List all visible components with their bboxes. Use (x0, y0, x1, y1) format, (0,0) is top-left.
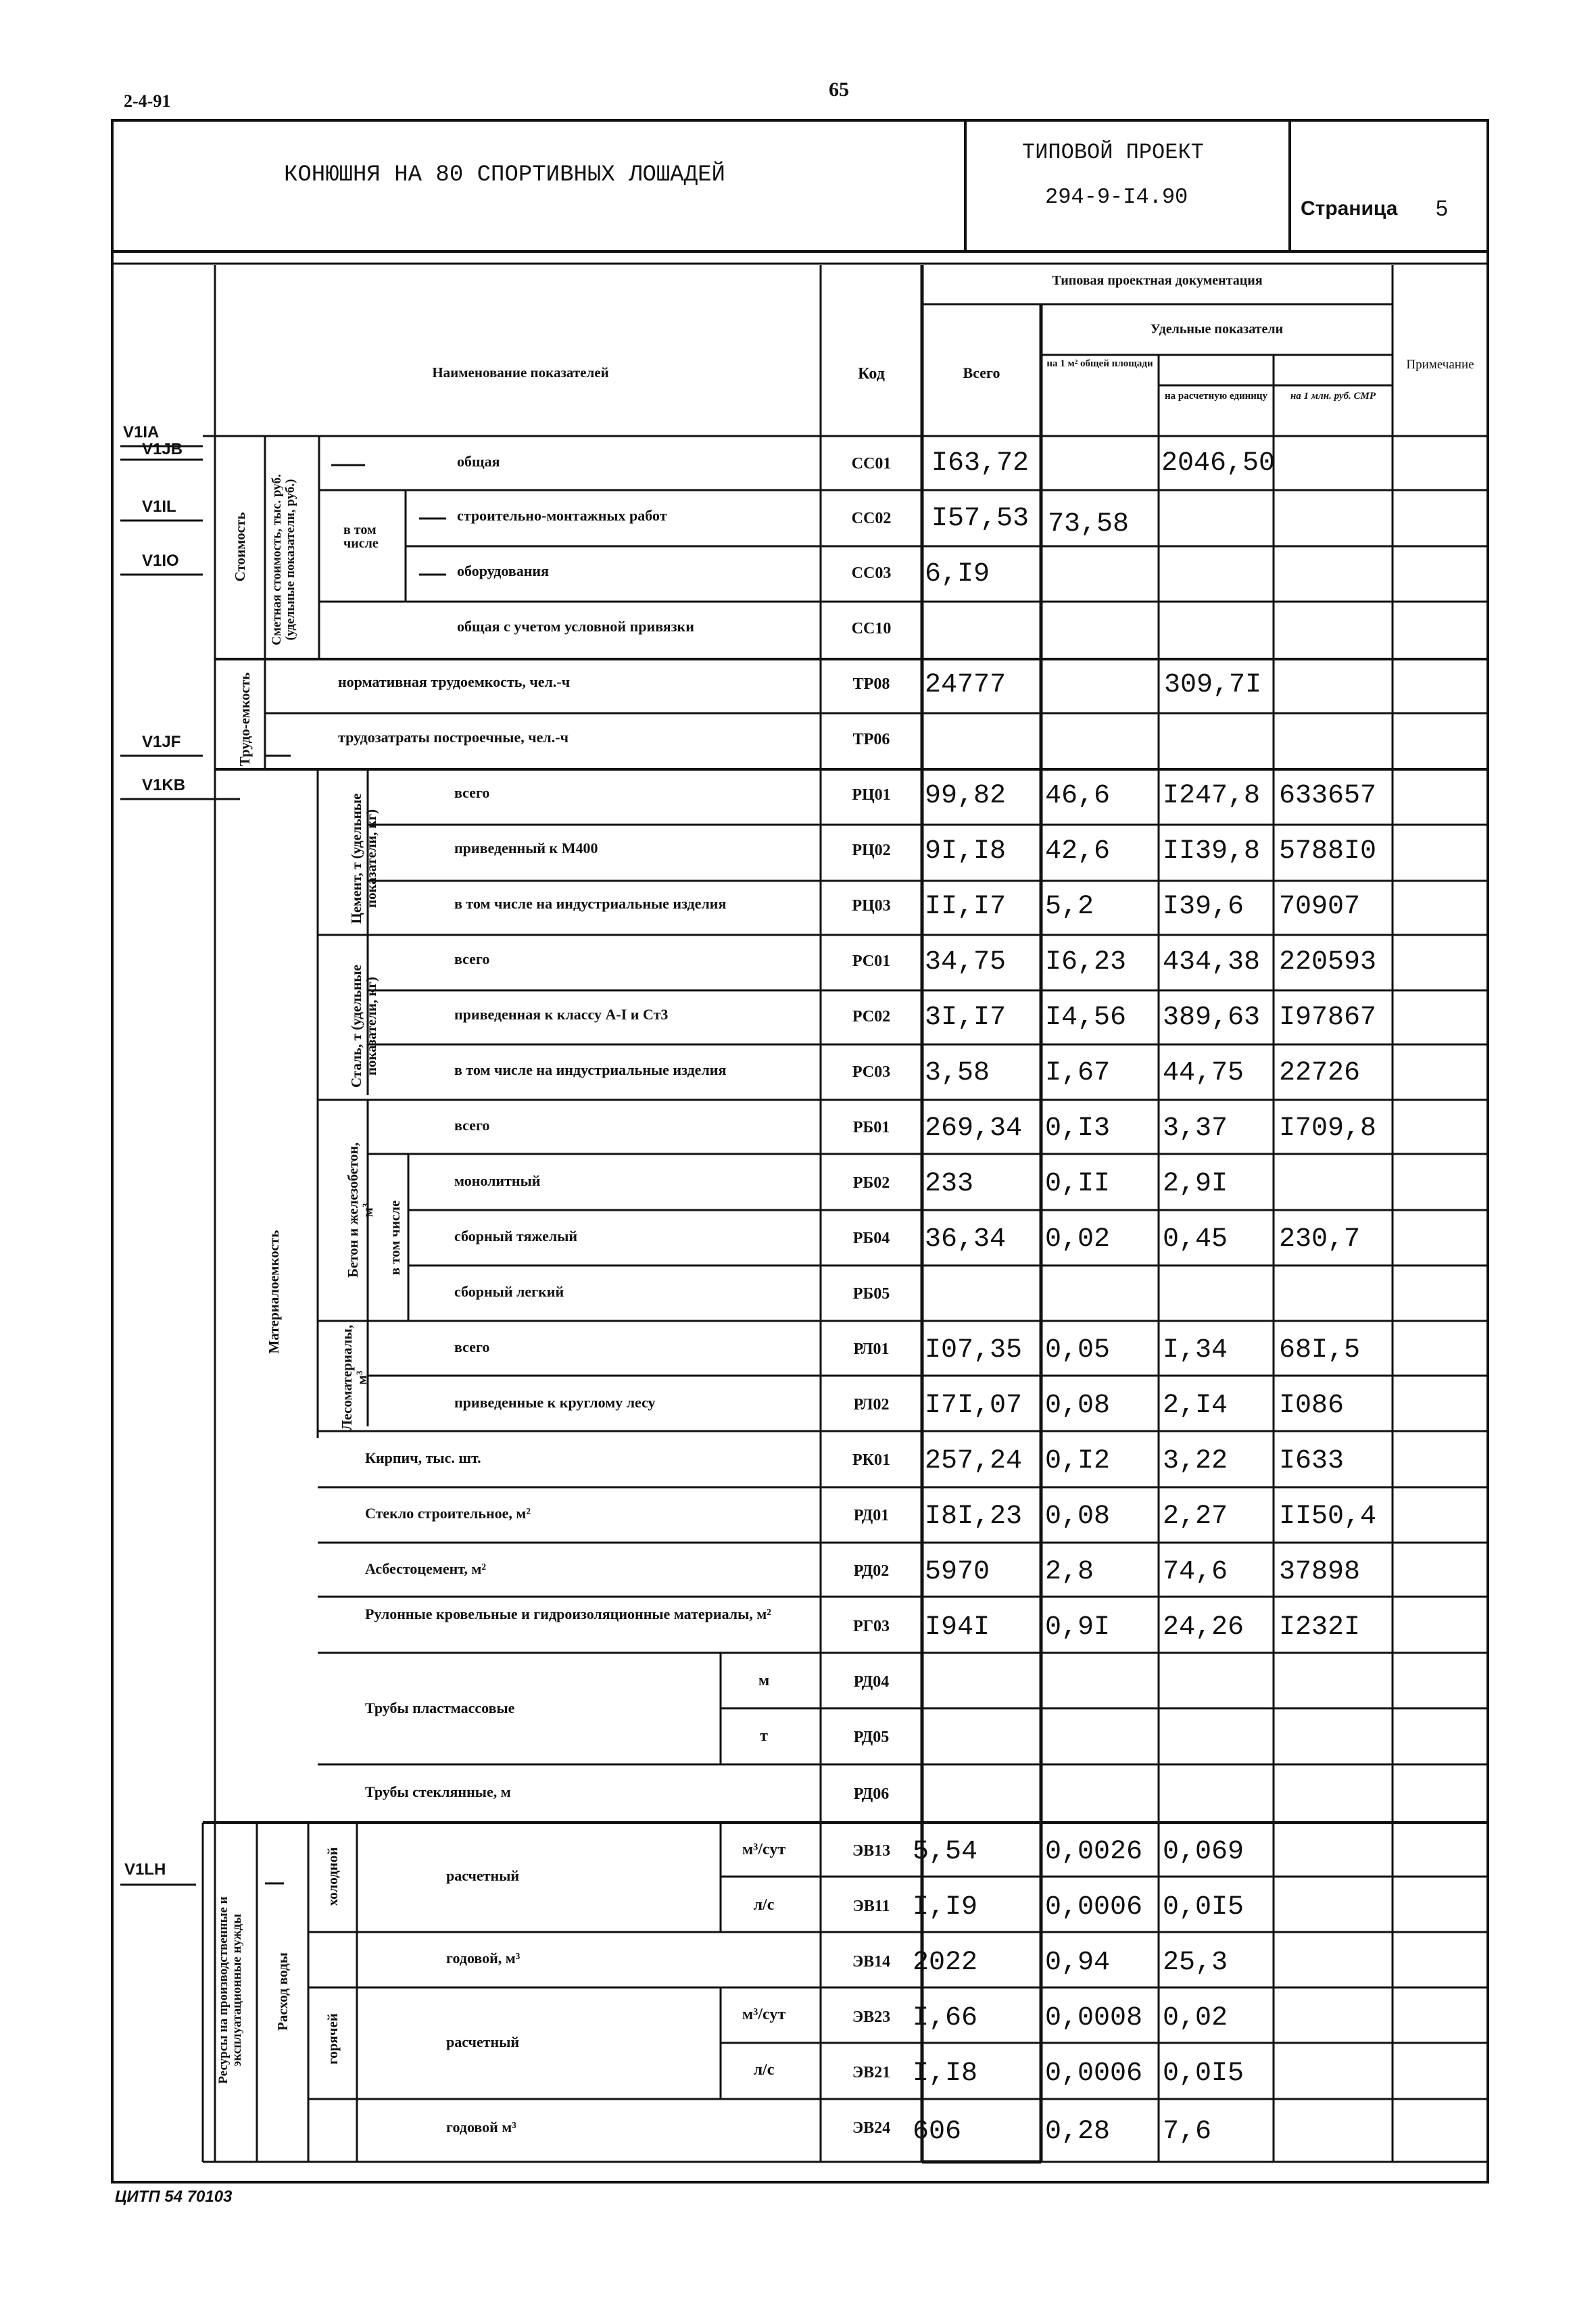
row-code: РЦ03 (852, 897, 891, 915)
cell-total: 99,82 (925, 781, 1007, 811)
cell-per-unit: 7,6 (1163, 2117, 1212, 2147)
cell-total: II,I7 (925, 892, 1007, 922)
cell-per-mln: I633 (1279, 1446, 1345, 1476)
header-total: Всего (963, 364, 1000, 381)
row-code: ТР06 (852, 731, 890, 748)
row-code: СС01 (851, 455, 892, 473)
cell-per-mln: I086 (1279, 1391, 1345, 1421)
cell-per-mln: 220593 (1279, 947, 1377, 978)
row-unit: м³/сут (742, 1841, 786, 1858)
header-per-m2: на 1 м² общей площади (1046, 358, 1153, 369)
cell-per-unit: 389,63 (1163, 1003, 1261, 1033)
group-cost: Стоимость (231, 512, 248, 582)
row-code: РБ01 (852, 1119, 890, 1136)
cell-total: 9I,I8 (925, 836, 1007, 867)
cell-per-mln: I97867 (1279, 1003, 1377, 1033)
row-name: расчетный (446, 1867, 520, 1884)
page-label: Страница (1301, 197, 1398, 220)
row-name: оборудования (457, 562, 549, 579)
cell-total: I,66 (913, 2003, 978, 2033)
footer-code: ЦИТП 54 70103 (115, 2188, 233, 2206)
row-code: РБ05 (852, 1285, 890, 1303)
side-mark: V1JF (142, 733, 181, 751)
row-name: всего (454, 950, 490, 967)
row-name: нормативная трудоемкость, чел.-ч (338, 673, 571, 690)
cell-total: 5,54 (913, 1837, 978, 1867)
cell-per-m2: I,67 (1045, 1058, 1111, 1088)
row-unit: т (760, 1727, 768, 1745)
row-code: РД02 (853, 1562, 890, 1580)
cell-per-m2: 0,I2 (1045, 1446, 1111, 1476)
cell-total: 606 (913, 2117, 962, 2147)
cell-total: 6,I9 (925, 559, 990, 589)
cell-per-m2: 0,0006 (1045, 1892, 1143, 1923)
page-number: 65 (829, 78, 849, 101)
cell-per-unit: I,34 (1163, 1335, 1228, 1366)
cell-per-unit: 25,3 (1163, 1948, 1228, 1978)
group-hot: горячей (324, 2013, 341, 2065)
row-code: РС03 (852, 1063, 891, 1081)
group-cold: холодной (324, 1847, 341, 1906)
cell-per-m2: I6,23 (1045, 947, 1127, 978)
row-name: всего (454, 1117, 490, 1134)
row-code: РБ02 (852, 1174, 890, 1192)
row-code: РС01 (852, 952, 891, 970)
page-value: 5 (1436, 196, 1448, 220)
cell-per-mln: 230,7 (1279, 1224, 1361, 1255)
row-name: в том числе на индустриальные изделия (454, 1061, 727, 1078)
cell-total: I63,72 (932, 448, 1030, 479)
cell-per-unit: 309,7I (1164, 670, 1262, 700)
cell-per-unit: 2,I4 (1163, 1391, 1228, 1421)
row-name: строительно-монтажных работ (457, 507, 667, 524)
cell-per-m2: 0,0008 (1045, 2003, 1143, 2033)
row-code: СС02 (851, 510, 892, 527)
cell-per-mln: II50,4 (1279, 1501, 1377, 1532)
cell-per-mln: I232I (1279, 1612, 1361, 1643)
cell-per-m2: 0,05 (1045, 1335, 1111, 1366)
cell-per-unit: 3,22 (1163, 1446, 1228, 1476)
row-code: СС10 (851, 620, 892, 637)
group-cost-sub: Сметная стоимость, тыс. руб. (удельные показатели, руб.) (270, 474, 297, 646)
row-code: ЭВ21 (852, 2064, 891, 2081)
row-code: РЦ01 (852, 786, 891, 804)
side-mark: V1IL (142, 498, 176, 516)
row-name: сборный тяжелый (454, 1228, 578, 1245)
cell-per-unit: 0,0I5 (1163, 1892, 1244, 1923)
cell-per-m2: 0,0026 (1045, 1837, 1143, 1867)
cell-per-mln: 70907 (1279, 892, 1361, 922)
cell-per-unit: 434,38 (1163, 947, 1261, 978)
cell-total: 36,34 (925, 1224, 1007, 1255)
row-name: всего (454, 1338, 490, 1355)
side-mark: V1KB (142, 776, 186, 794)
row-code: СС03 (851, 564, 892, 582)
row-name: трудозатраты построечные, чел.-ч (338, 729, 569, 746)
row-name: общая с учетом условной привязки (457, 618, 694, 635)
cell-per-m2: 0,08 (1045, 1391, 1111, 1421)
cell-total: I57,53 (932, 504, 1030, 534)
row-code: РД01 (853, 1507, 890, 1524)
row-name: приведенные к круглому лесу (454, 1394, 656, 1411)
group-resources: Ресурсы на производственные и эксплуатационные нужды (216, 1896, 244, 2084)
row-code: ЭВ14 (852, 1953, 891, 1971)
row-unit: л/с (753, 1896, 775, 1914)
cell-per-unit: 24,26 (1163, 1612, 1244, 1643)
row-name: годовой м³ (446, 2119, 516, 2136)
row-name: общая (457, 453, 500, 470)
header-name: Наименование показателей (432, 364, 609, 381)
row-name: приведенная к классу А-I и Ст3 (454, 1006, 669, 1023)
header-note: Примечание (1406, 358, 1474, 372)
cell-total: 233 (925, 1169, 974, 1199)
row-name: всего (454, 784, 490, 801)
cell-total: I,I8 (913, 2058, 978, 2089)
cell-total: I,I9 (913, 1892, 978, 1923)
cell-per-unit: 0,02 (1163, 2003, 1228, 2033)
cell-total: I07,35 (925, 1335, 1023, 1366)
cell-per-m2: 0,02 (1045, 1224, 1111, 1255)
row-code: РБ04 (852, 1230, 890, 1247)
row-code: РГ03 (853, 1618, 890, 1635)
cell-total: I94I (925, 1612, 990, 1643)
object-name: КОНЮШНЯ НА 80 СПОРТИВНЫХ ЛОШАДЕЙ (284, 162, 725, 188)
cell-per-unit: I247,8 (1163, 781, 1261, 811)
row-code: РД06 (853, 1785, 890, 1803)
top-left-code: 2-4-91 (124, 91, 171, 111)
row-name: Кирпич, тыс. шт. (365, 1449, 481, 1466)
side-mark: V1LH (124, 1860, 166, 1879)
cell-per-unit: 0,45 (1163, 1224, 1228, 1255)
row-unit: м³/сут (742, 2006, 786, 2023)
cell-total: 24777 (925, 670, 1007, 700)
cell-per-unit: 2,27 (1163, 1501, 1228, 1532)
row-code: РЦ02 (852, 842, 891, 859)
row-code: РЛ02 (853, 1396, 890, 1414)
group-labor: Трудо-емкость (237, 672, 253, 767)
side-mark: V1JB (142, 440, 183, 458)
cell-per-unit: 2046,50 (1161, 448, 1276, 479)
cell-total: 3,58 (925, 1058, 990, 1088)
group-water: Расход воды (274, 1952, 291, 2031)
row-code: ЭВ23 (852, 2008, 891, 2026)
cell-per-m2: 5,2 (1045, 892, 1094, 922)
row-code: РК01 (852, 1451, 891, 1469)
row-code: ЭВ13 (852, 1842, 891, 1860)
cell-total: I7I,07 (925, 1391, 1023, 1421)
cell-per-mln: I709,8 (1279, 1113, 1377, 1144)
project-label: ТИПОВОЙ ПРОЕКТ (1022, 140, 1204, 165)
cell-per-unit: 0,0I5 (1163, 2058, 1244, 2089)
cell-per-m2: 2,8 (1045, 1557, 1094, 1587)
cell-per-unit: I39,6 (1163, 892, 1244, 922)
cell-per-m2: 0,II (1045, 1169, 1111, 1199)
cell-per-m2: 46,6 (1045, 781, 1111, 811)
row-code: РД05 (853, 1729, 890, 1746)
row-name: расчетный (446, 2033, 520, 2050)
cell-per-unit: 2,9I (1163, 1169, 1228, 1199)
group-materials: Материалоемкость (265, 1230, 282, 1354)
cell-per-unit: II39,8 (1163, 836, 1261, 867)
row-name: монолитный (454, 1172, 541, 1189)
row-name: годовой, м³ (446, 1950, 521, 1967)
row-unit: л/с (753, 2061, 775, 2079)
cell-total: 2022 (913, 1948, 978, 1978)
row-name: Трубы пластмассовые (365, 1699, 515, 1716)
group-cement: Цемент, т (удельные показатели, кг) (348, 793, 380, 924)
cell-per-m2: 73,58 (1048, 509, 1130, 539)
cell-per-m2: I4,56 (1045, 1003, 1127, 1033)
side-mark: V1IA (123, 423, 160, 441)
cell-per-mln: 22726 (1279, 1058, 1361, 1088)
row-code: ЭВ24 (852, 2119, 891, 2137)
row-name: Рулонные кровельные и гидроизоляционные материалы, м² (365, 1606, 771, 1622)
cell-per-unit: 0,069 (1163, 1837, 1244, 1867)
row-code: ЭВ11 (852, 1898, 890, 1915)
row-name: сборный легкий (454, 1283, 564, 1300)
cell-per-mln: 68I,5 (1279, 1335, 1361, 1366)
cell-per-mln: 37898 (1279, 1557, 1361, 1587)
row-unit: м (758, 1672, 770, 1689)
header-typical-docs: Типовая проектная документация (1052, 273, 1263, 288)
cell-per-m2: 0,I3 (1045, 1113, 1111, 1144)
header-code: Код (858, 365, 885, 383)
row-name: приведенный к М400 (454, 840, 598, 857)
cell-per-m2: 0,08 (1045, 1501, 1111, 1532)
row-code: РЛ01 (853, 1341, 890, 1358)
row-code: РД04 (853, 1673, 890, 1691)
row-name: Стекло строительное, м² (365, 1505, 531, 1522)
cell-total: I8I,23 (925, 1501, 1023, 1532)
cell-per-mln: 633657 (1279, 781, 1377, 811)
cell-per-mln: 5788I0 (1279, 836, 1377, 867)
cell-per-m2: 42,6 (1045, 836, 1111, 867)
header-unit-indicators: Удельные показатели (1150, 322, 1284, 337)
group-concrete: Бетон и железобетон, м³ (345, 1142, 377, 1278)
group-incl: в том числе (343, 523, 379, 551)
cell-per-m2: 0,94 (1045, 1948, 1111, 1978)
group-timber: Лесоматериалы, м³ (339, 1324, 370, 1431)
cell-per-unit: 74,6 (1163, 1557, 1228, 1587)
cell-total: 257,24 (925, 1446, 1023, 1476)
cell-total: 269,34 (925, 1113, 1023, 1144)
row-name: в том числе на индустриальные изделия (454, 895, 727, 912)
group-steel: Сталь, т (удельные показатели, кг) (348, 965, 380, 1088)
cell-per-unit: 44,75 (1163, 1058, 1244, 1088)
cell-total: 3I,I7 (925, 1003, 1007, 1033)
cell-per-m2: 0,9I (1045, 1612, 1111, 1643)
cell-total: 5970 (925, 1557, 990, 1587)
row-name: Трубы стеклянные, м (365, 1783, 511, 1800)
group-concrete-incl: в том числе (386, 1200, 403, 1276)
cell-per-m2: 0,28 (1045, 2117, 1111, 2147)
cell-per-m2: 0,0006 (1045, 2058, 1143, 2089)
header-per-unit: на расчетную единицу (1164, 391, 1268, 402)
project-number: 294-9-I4.90 (1045, 185, 1188, 210)
cell-total: 34,75 (925, 947, 1007, 978)
header-per-mln: на 1 млн. руб. СМР (1290, 391, 1376, 402)
row-name: Асбестоцемент, м² (365, 1560, 486, 1577)
side-mark: V1IO (142, 552, 179, 570)
row-code: РС02 (852, 1008, 891, 1026)
row-code: ТР08 (852, 675, 890, 693)
cell-per-unit: 3,37 (1163, 1113, 1228, 1144)
